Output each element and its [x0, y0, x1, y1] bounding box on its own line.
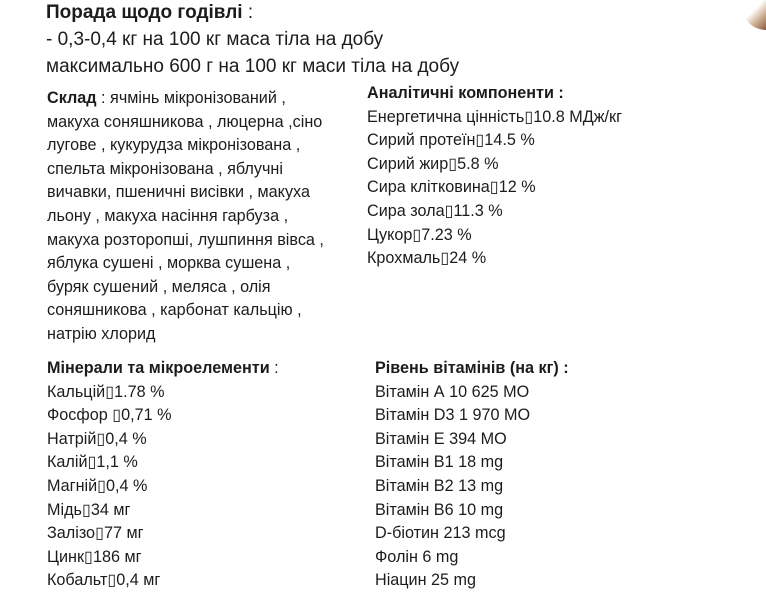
composition-line: лугове , кукурудза мікронізована ,	[47, 136, 301, 155]
composition-line: макуха соняшникова , люцерна ,сіно	[47, 112, 323, 131]
composition-line: буряк сушений , меляса , олія	[47, 277, 271, 296]
vitamin-item: Вітамін D3 1 970 МО	[375, 406, 531, 425]
composition-line: макуха розторопші, лушпиння вівса ,	[47, 230, 324, 249]
analytical-components-section	[367, 82, 757, 271]
feeding-advice-line: максимально 600 г на 100 кг маси тіла на добу	[46, 56, 460, 77]
composition-section	[47, 87, 357, 347]
composition-line: спельта мікронізована , яблучні	[47, 159, 283, 178]
mineral-item: Залізо▯77 мг	[47, 524, 144, 543]
vitamin-item: Вітамін В2 13 mg	[375, 476, 504, 495]
minerals-heading: Мінерали та мікроелементи :	[47, 359, 279, 377]
mineral-item: Магній▯0,4 %	[47, 476, 148, 495]
analytical-item: Крохмаль▯24 %	[367, 249, 487, 268]
mineral-item: Цинк▯186 мг	[47, 547, 142, 566]
composition-line: соняшникова , карбонат кальцію ,	[47, 301, 302, 320]
analytical-components-heading: Аналітичні компоненти :	[367, 84, 564, 102]
composition-line: вичавки, пшеничні висівки , макуха	[47, 183, 310, 202]
vitamin-item: Вітамін Е 394 МО	[375, 429, 507, 448]
vitamin-item: Фолін 6 mg	[375, 547, 459, 566]
analytical-item: Сирий жир▯5.8 %	[367, 154, 499, 173]
composition-line: яблука сушені , морква сушена ,	[47, 254, 291, 273]
vitamin-item: Вітамін А 10 625 МО	[375, 382, 530, 401]
minerals-section	[47, 357, 347, 593]
composition-line: Склад : ячмінь мікронізований ,	[47, 89, 286, 107]
composition-line: натрію хлорид	[47, 324, 156, 343]
mineral-item: Натрій▯0,4 %	[47, 429, 147, 448]
analytical-item: Сирий протеїн▯14.5 %	[367, 131, 535, 150]
analytical-item: Енергетична цінність▯10.8 МДж/кг	[367, 107, 623, 126]
composition-line: льону , макуха насіння гарбуза ,	[47, 206, 289, 225]
analytical-item: Сира зола▯11.3 %	[367, 201, 503, 220]
vitamin-item: Ніацин 25 mg	[375, 571, 477, 590]
feeding-advice	[46, 0, 459, 80]
vitamins-section	[375, 357, 675, 593]
feeding-advice-title: Порада щодо годівлі :	[46, 2, 254, 23]
feeding-advice-line: - 0,3-0,4 кг на 100 кг маса тіла на добу	[46, 29, 384, 50]
mineral-item: Кобальт▯0,4 мг	[47, 571, 161, 590]
mineral-item: Фосфор ▯0,71 %	[47, 406, 172, 425]
vitamin-item: Вітамін В6 10 mg	[375, 500, 504, 519]
analytical-item: Цукор▯7.23 %	[367, 225, 472, 244]
mineral-item: Калій▯1,1 %	[47, 453, 138, 472]
mineral-item: Мідь▯34 мг	[47, 500, 131, 519]
composition-label: Склад	[47, 89, 97, 107]
mineral-item: Кальцій▯1.78 %	[47, 382, 165, 401]
vitamin-item: Вітамін В1 18 mg	[375, 453, 504, 472]
analytical-item: Сира клітковина▯12 %	[367, 178, 536, 197]
vitamins-heading: Рівень вітамінів (на кг) :	[375, 359, 569, 377]
corner-decoration	[742, 0, 766, 30]
vitamin-item: D-біотин 213 mcg	[375, 524, 506, 543]
